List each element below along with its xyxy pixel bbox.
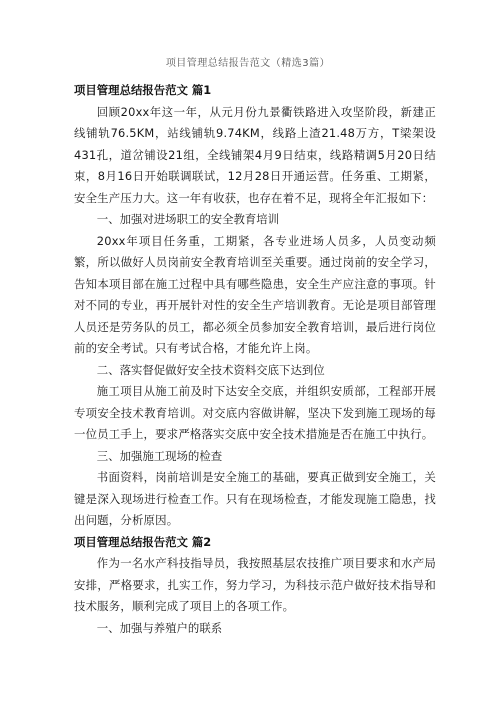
section-heading: 项目管理总结报告范文 篇2 bbox=[74, 534, 212, 549]
paragraph: 20xx年项目任务重，工期紧，各专业进场人员多，人员变动频繁，所以做好人员岗前安全教育培训至关重要。通过岗前的安全学习，告知本项目部在施工过程中具有哪些隐患，安全生产应注意的事项。针对不同的专业，再开展针对性的安全生产培训教育。无论是项目部管理人员还是劳务队的员工，都必须全员参加安全教育培训，最后进行岗位前的安全考试。只有考试合格，才能允许上岗。 bbox=[74, 233, 436, 355]
paragraph: 施工项目从施工前及时下达安全交底，并组织安质部，工程部开展专项安全技术教育培训。对交底内容做讲解，坚决下发到施工现场的每一位员工手上，要求严格落实交底中安全技术措施是否在施工中执行。 bbox=[74, 384, 436, 441]
subheading: 二、落实督促做好安全技术资料交底下达到位 bbox=[96, 362, 325, 377]
subheading: 一、加强对进场职工的安全教育培训 bbox=[96, 212, 280, 226]
document-body bbox=[74, 80, 436, 639]
document-title: 项目管理总结报告范文（精选3篇） bbox=[165, 58, 331, 69]
subheading: 一、加强与养殖户的联系 bbox=[96, 620, 223, 635]
subheading: 三、加强施工现场的检查 bbox=[96, 448, 223, 463]
section-heading: 项目管理总结报告范文 篇1 bbox=[74, 83, 212, 97]
paragraph: 回顾20xx年这一年，从元月份九景衢铁路进入攻坚阶段，新建正线铺轨76.5KM，站线铺轨9.74KM，线路上渣21.48万方，T梁架设431孔，道岔铺设21组，全线铺架4月9日结束，线路精调5月20日结束，8月16日开始联调联试，12月28日开通运营。任务重、工期紧，安全生产压力大。这一年有收获，也存在着不足，现将全年汇报如下： bbox=[74, 104, 436, 205]
paragraph: 作为一名水产科技指导员，我按照基层农技推广项目要求和水产局安排，严格要求，扎实工作，努力学习，为科技示范户做好技术指导和技术服务，顺利完成了项目上的各项工作。 bbox=[74, 556, 436, 613]
paragraph: 书面资料，岗前培训是安全施工的基础，要真正做到安全施工，关键是深入现场进行检查工作。只有在现场检查，才能发现施工隐患，找出问题，分析原因。 bbox=[74, 470, 436, 527]
